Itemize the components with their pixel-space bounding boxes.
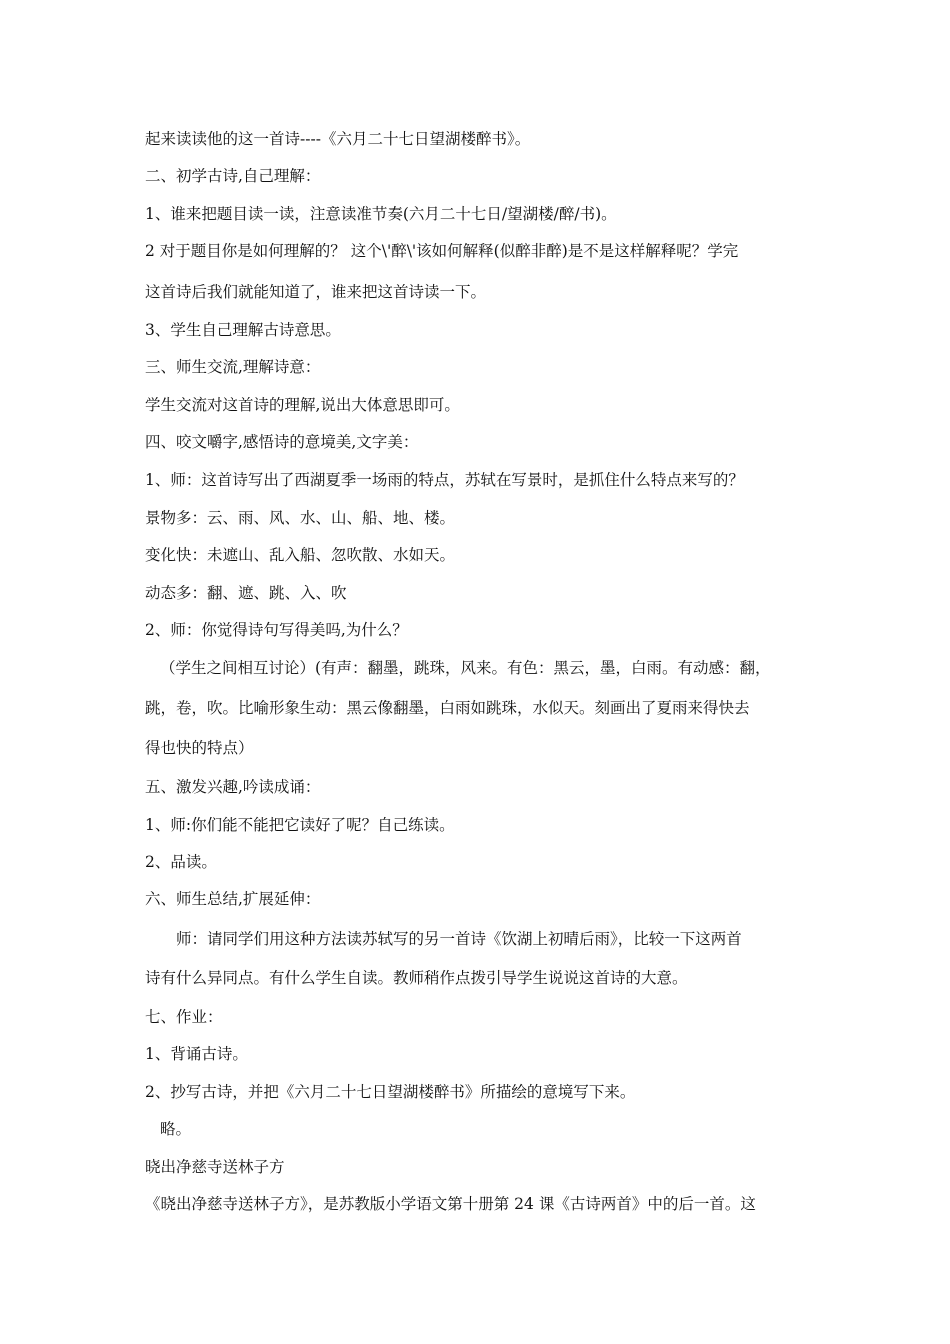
text-line: （学生之间相互讨论）(有声：翻墨，跳珠，风来。有色：黑云，墨，白雨。有动感：翻， xyxy=(160,659,771,677)
text-line: 起来读读他的这一首诗----《六月二十七日望湖楼醉书》。 xyxy=(145,130,531,148)
section-heading: 七、作业： xyxy=(145,1008,223,1026)
section-heading: 四、咬文嚼字,感悟诗的意境美,文字美： xyxy=(145,433,419,451)
text-line: 1、谁来把题目读一读，注意读准节奏(六月二十七日/望湖楼/醉/书)。 xyxy=(145,205,617,223)
text-line: 2、师：你觉得诗句写得美吗,为什么？ xyxy=(145,621,408,639)
text-line: 得也快的特点） xyxy=(145,739,254,757)
text-line: 《晓出净慈寺送林子方》，是苏教版小学语文第十册第 24 课《古诗两首》中的后一首。这 xyxy=(145,1195,756,1213)
text-line: 动态多：翻、遮、跳、入、吹 xyxy=(145,584,347,602)
text-line: 变化快：未遮山、乱入船、忽吹散、水如天。 xyxy=(145,546,456,564)
section-heading: 二、初学古诗,自己理解： xyxy=(145,167,321,185)
text-line: 1、背诵古诗。 xyxy=(145,1045,248,1063)
section-heading: 五、激发兴趣,吟读成诵： xyxy=(145,778,321,796)
text-line: 景物多：云、雨、风、水、山、船、地、楼。 xyxy=(145,509,456,527)
text-line: 略。 xyxy=(160,1120,192,1138)
text-line: 2、抄写古诗，并把《六月二十七日望湖楼醉书》所描绘的意境写下来。 xyxy=(145,1083,636,1101)
text-line: 1、师:你们能不能把它读好了呢？自己练读。 xyxy=(145,816,455,834)
text-line: 学生交流对这首诗的理解,说出大体意思即可。 xyxy=(145,396,460,414)
text-line: 2、品读。 xyxy=(145,853,217,871)
text-line: 晓出净慈寺送林子方 xyxy=(145,1158,285,1176)
text-line: 诗有什么异同点。有什么学生自读。教师稍作点拨引导学生说说这首诗的大意。 xyxy=(145,969,688,987)
text-line: 2 对于题目你是如何理解的？ 这个\'醉\'该如何解释(似醉非醉)是不是这样解释呢？学完 xyxy=(145,242,739,260)
text-line: 这首诗后我们就能知道了，谁来把这首诗读一下。 xyxy=(145,283,487,301)
text-line: 1、师：这首诗写出了西湖夏季一场雨的特点，苏轼在写景时，是抓住什么特点来写的？ xyxy=(145,471,744,489)
section-heading: 三、师生交流,理解诗意： xyxy=(145,358,321,376)
text-line: 3、学生自己理解古诗意思。 xyxy=(145,321,341,339)
section-heading: 六、师生总结,扩展延伸： xyxy=(145,890,321,908)
text-line: 跳，卷，吹。比喻形象生动：黑云像翻墨，白雨如跳珠，水似天。刻画出了夏雨来得快去 xyxy=(145,699,750,717)
text-line: 师：请同学们用这种方法读苏轼写的另一首诗《饮湖上初晴后雨》，比较一下这两首 xyxy=(176,930,742,948)
